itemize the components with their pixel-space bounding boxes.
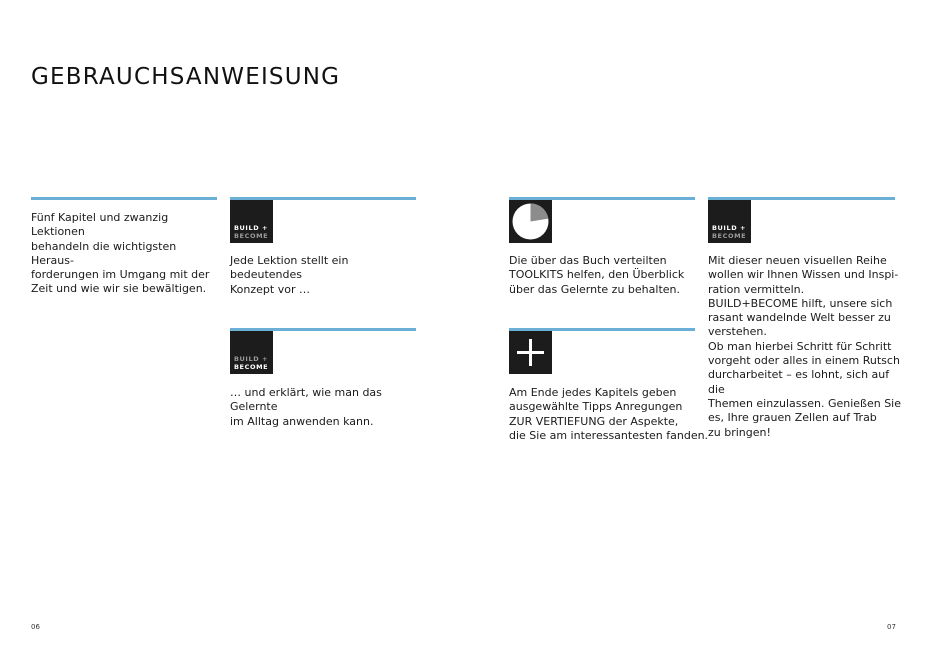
series-text: Mit dieser neuen visuellen Reihe wollen wir Ihnen Wissen und Inspi- ration vermitteln. BUILD+BECOME hilft, unsere sich rasant wandelnde Welt besser zu verstehen. Ob man hierbei Schritt für Schritt vorgeht oder alles in einem Rutsch durcharbeitet – es lohnt, sich auf die Themen einzulassen. Genießen Sie es, Ihre grauen Zellen auf Trab zu bringen! xyxy=(708,254,901,439)
plus-icon xyxy=(509,331,552,374)
build-become-logo xyxy=(230,200,273,243)
build-become-logo-alt xyxy=(230,331,273,374)
toolkit-text: Die über das Buch verteilten TOOLKITS helfen, den Überblick über das Gelernte zu behalten. xyxy=(509,254,685,296)
logo-line-become: BECOME xyxy=(234,363,269,371)
become-text: … und erklärt, wie man das Gelernte im Alltag anwenden kann. xyxy=(230,386,382,428)
logo-line-build: BUILD + xyxy=(712,224,747,232)
logo-line-build: BUILD + xyxy=(234,224,269,232)
divider-rule xyxy=(31,197,217,200)
page-number-right: 07 xyxy=(887,623,896,631)
lesson-text: Jede Lektion stellt ein bedeutendes Konzept vor … xyxy=(230,254,349,296)
intro-text: Fünf Kapitel und zwanzig Lektionen behandeln die wichtigsten Heraus- forderungen im Umgang mit der Zeit und wie wir sie bewältigen. xyxy=(31,211,210,296)
page-title: GEBRAUCHSANWEISUNG xyxy=(31,64,341,90)
logo-line-build: BUILD + xyxy=(234,355,269,363)
logo-line-become: BECOME xyxy=(234,232,269,240)
deepening-text: Am Ende jedes Kapitels geben ausgewählte Tipps Anregungen ZUR VERTIEFUNG der Aspekte, die Sie am interessantesten fanden. xyxy=(509,386,709,442)
build-become-logo xyxy=(708,200,751,243)
toolkit-pie-icon xyxy=(509,200,552,243)
page-number-left: 06 xyxy=(31,623,40,631)
logo-line-become: BECOME xyxy=(712,232,747,240)
